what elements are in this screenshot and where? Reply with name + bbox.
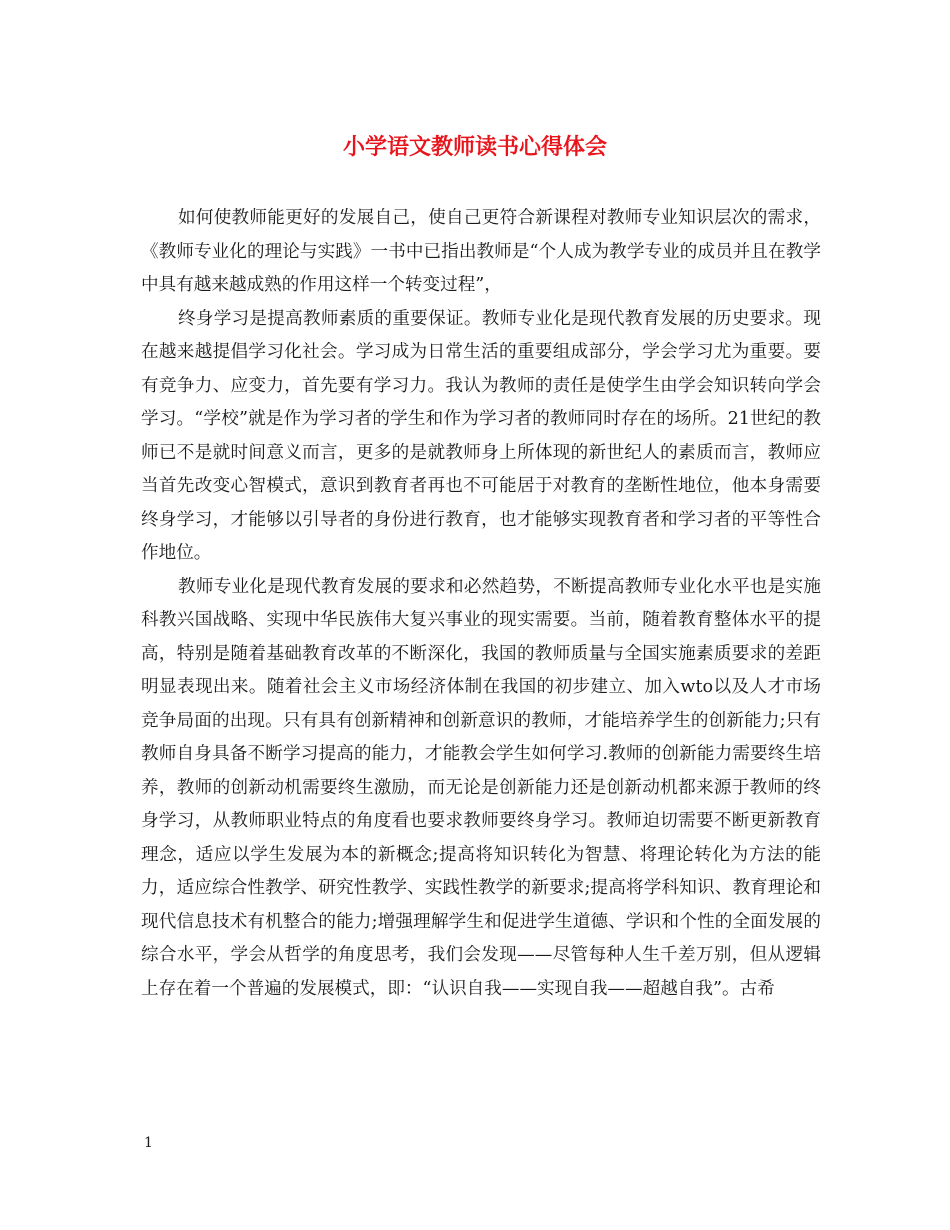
page-number: 1	[144, 1135, 153, 1151]
document-title: 小学语文教师读书心得体会	[342, 134, 607, 160]
document-body	[141, 202, 821, 1006]
paragraph: 教师专业化是现代教育发展的要求和必然趋势，不断提高教师专业化水平也是实施科教兴国战略、实现中华民族伟大复兴事业的现实需要。当前，随着教育整体水平的提高，特别是随着基础教育改革的不断深化，我国的教师质量与全国实施素质要求的差距明显表现出来。随着社会主义市场经济体制在我国的初步建立、加入wto以及人才市场竞争局面的出现。只有具有创新精神和创新意识的教师，才能培养学生的创新能力;只有教师自身具备不断学习提高的能力，才能教会学生如何学习.教师的创新能力需要终生培养，教师的创新动机需要终生激励，而无论是创新能力还是创新动机都来源于教师的终身学习，从教师职业特点的角度看也要求教师要终身学习。教师迫切需要不断更新教育理念，适应以学生发展为本的新概念;提高将知识转化为智慧、将理论转化为方法的能力，适应综合性教学、研究性教学、实践性教学的新要求;提高将学科知识、教育理论和现代信息技术有机整合的能力;增强理解学生和促进学生道德、学识和个性的全面发展的综合水平，学会从哲学的角度思考，我们会发现——尽管每种人生千差万别，但从逻辑上存在着一个普遍的发展模式，即：“认识自我——实现自我——超越自我”。古希	[141, 576, 821, 999]
paragraph: 终身学习是提高教师素质的重要保证。教师专业化是现代教育发展的历史要求。现在越来越提倡学习化社会。学习成为日常生活的重要组成部分，学会学习尤为重要。要有竞争力、应变力，首先要有学习力。我认为教师的责任是使学生由学会知识转向学会学习。“学校”就是作为学习者的学生和作为学习者的教师同时存在的场所。21世纪的教师已不是就时间意义而言，更多的是就教师身上所体现的新世纪人的素质而言，教师应当首先改变心智模式，意识到教育者再也不可能居于对教育的垄断性地位，他本身需要终身学习，才能够以引导者的身份进行教育，也才能够实现教育者和学习者的平等性合作地位。	[141, 308, 821, 563]
paragraph: 如何使教师能更好的发展自己，使自己更符合新课程对教师专业知识层次的需求，《教师专业化的理论与实践》一书中已指出教师是“个人成为教学专业的成员并且在教学中具有越来越成熟的作用这样一个转变过程”，	[141, 208, 821, 295]
